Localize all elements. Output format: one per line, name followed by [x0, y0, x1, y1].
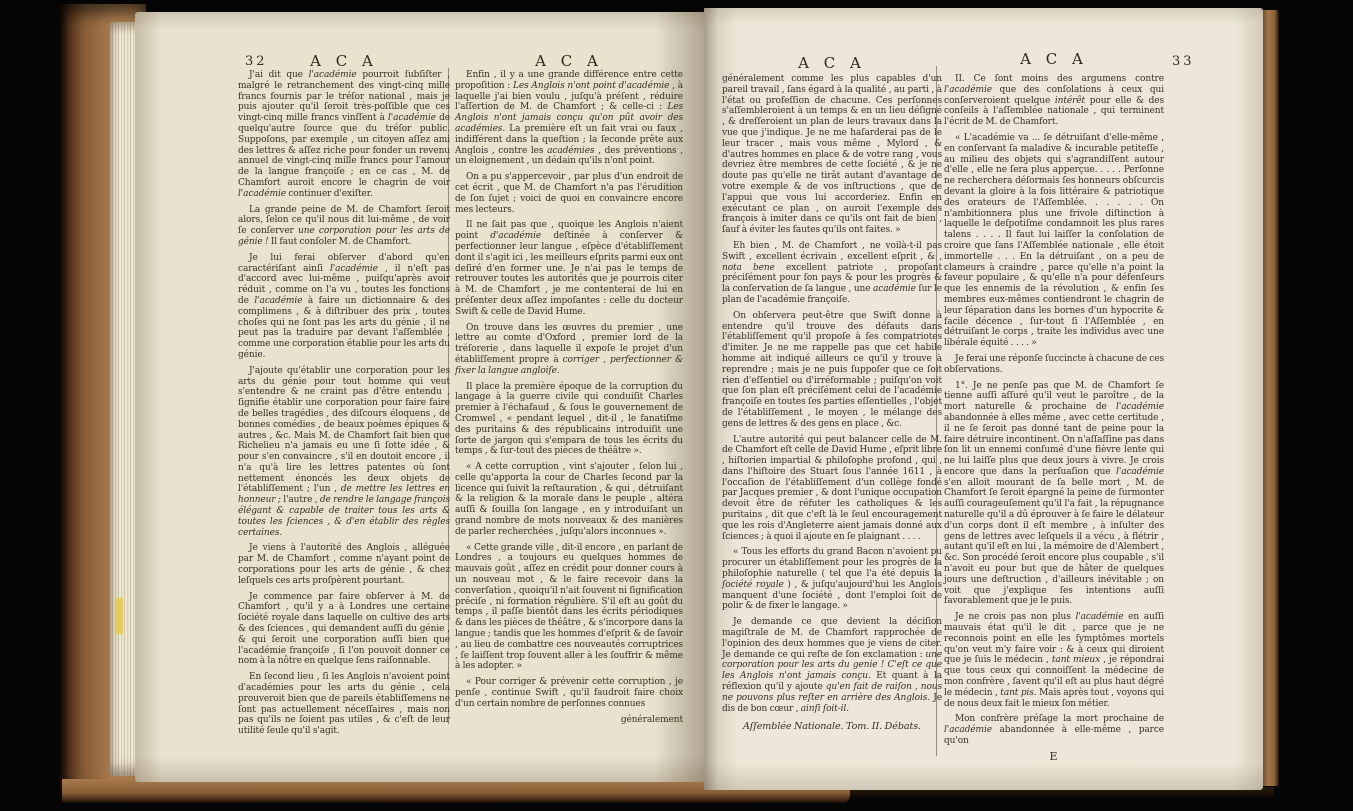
right-page — [704, 8, 1263, 790]
page-number-left: 32 — [245, 54, 268, 69]
text-column-4: II. Ce ſont moins des argumens contre l'académie que des conſolations à ceux qui conſerveroient quelque intérêt pour elle & des conſeils à l'aſſemblée nationale , qui terminent l'écrit de M. de Chamfort. « L'académie va ... ſe détruiſant d'elle-même , en conſervant ſa maladive & incurable petiteſſe , au milieu des objets qui s'agrandiſſent autour d'elle , elle ne ſera plus apperçue. . . . . Perſonne ne recherchera déſormais ſes honneurs obſcurcis devant la gloire à la fois littéraire & patriotique des orateurs de l'Aſſemblée. . . . . . On n'ambitionnera plus une frivole diſtinction à laquelle le deſpotiſme condamnoit les plus rares talens . . . . Il faut lui laiſſer la conſolation de croire que ſans l'Aſſemblée nationale , elle étoit immortelle . . . En la détruiſant , on a peu de clameurs à craindre , parce qu'elle n'a point la faveur populaire , & qu'elle n'a pour défenſeurs que les ennemis de la révolution , & enfin ſes membres eux-mêmes contiendront le chagrin de leur ſéparation dans les bornes d'un hypocrite & facile décence , ſur-tout ſi l'Aſſemblée , en détruiſant le corps , traite les individus avec une libérale équité . . . . » Je ferai une réponſe ſuccincte à chacune de ces obſervations. 1°. Je ne penſe pas que M. de Chamfort ſe tienne auſſi aſſuré qu'il veut le paroître , de la mort naturelle & prochaine de l'académie abandonnée à elles même , avec cette certitude , il ne ſe ſeroit pas donné tant de peine pour la faire détruire incontinent. On n'aſſaſſine pas dans ſon lit un ennemi conſumé d'une fièvre lente qui ne lui laiſſe plus que deux jours à vivre. Je crois encore que dans la perſuaſion que l'académie s'en alloit mourant de ſa belle mort , M. de Chamfort ſe ſeroit épargné la peine de ſurmonter auſſi courageuſement qu'il l'a fait , la répugnance naturelle qu'il a dû éprouver à ſe faire le délateur d'un corps dont il eſt membre , à inſulter des gens de lettres avec leſquels il a vécu , à flétrir , autant qu'il eſt en lui , la mémoire de d'Alembert , &c. Son procédé ſeroit encore plus coupable , s'il n'avoit eu pour but que de hâter de quelques jours une deſtruction , d'ailleurs inévitable ; on voit que j'explique ſes intentions auſſi favorablement que je le puis. Je ne crois pas non plus l'académie en auſſi mauvais état qu'il le dit , parce que je ne reconnois point en elle les ſymptômes mortels qu'on veut m'y faire voir : & à ceux qui diroient que je ſuis le médecin , tant mieux , je répondrai que tous ceux qui connoiſſent la médecine de mon confrère , ſavent qu'il eſt au plus haut dégré le médecin , tant pis. Mais après tout , voyons qui de nous deux fait le mieux ſon métier. Mon confrère préſage la mort prochaine de l'académie abandonnée à elle-même , parce qu'on E — [944, 74, 1165, 763]
running-head-left-col2: A C A — [535, 52, 603, 70]
running-head-left-col1: A C A — [310, 52, 378, 70]
running-head-right-col2: A C A — [1020, 50, 1088, 68]
open-book — [60, 0, 1295, 811]
text-column-2: Enfin , il y a une grande différence entre cette propoſition : Les Anglois n'ont point d'académie , à laquelle j'ai bien voulu , juſqu'à préſent , réduire l'aſſertion de M. de Chamfort ; & celle-ci : Les Anglois n'ont jamais conçu qu'on pût avoir des académies. La première eſt un fait vrai ou faux , indifférent dans la queſtion ; la ſeconde prête aux Anglois , contre les académies , des préventions , un éloignement , un dédain qu'ils n'ont point. On a pu s'appercevoir , par plus d'un endroit de cet écrit , que M. de Chamfort n'a pas l'érudition de ſon ſujet ; voici de quoi en convaincre encore mes lecteurs. Il ne ſait pas que , quoique les Anglois n'aient point d'académie deſtinée à conſerver & perfectionner leur langue , eſpèce d'établiſſement dont il s'agit ici , les meilleurs eſprits parmi eux ont deſiré d'en former une. Je n'ai pas le temps de retrouver toutes les autorités que je pourrois citer à M. de Chamfort , je me contenterai de lui en préſenter deux aſſez impoſantes : celle du docteur Swift & celle de David Hume. On trouve dans les œuvres du premier , une lettre au comte d'Oxford , premier lord de la tréſorerie , dans laquelle il expoſe le projet d'un établiſſement propre à corriger , perfectionner & fixer la langue angloiſe. Il place la première époque de la corruption du langage à la guerre civile qui conduiſit Charles premier à l'échafaud , & ſous le gouvernement de Cromwel , « pendant lequel , dit-il , le fanatiſme des puritains & des républicains introduiſit une ſorte de jargon qui s'empara de tous les écrits du temps , & ſur-tout des pièces de théâtre ». « A cette corruption , vint s'ajouter , ſelon lui , celle qu'apporta la cour de Charles ſecond par la licence qui ſuivit la reſtauration , & qui , détruiſant & la religion & la morale dans le peuple , altéra auſſi & ſouilla ſon langage , en y introduiſant un grand nombre de mots nouveaux & des manières de parler recherchées , juſqu'alors inconnues ». « Cette grande ville , dit-il encore , en parlant de Londres , a toujours eu quelques hommes de mauvais goût , aſſez en crédit pour donner cours à un nouveau mot , & le faire recevoir dans la converſation , quoiqu'il n'ait ſouvent ni ſignification préciſe , ni formation régulière. S'il eſt au goût du temps , il paſſe bientôt dans les écrits périodiques & dans les pièces de théâtre , & s'incorpore dans la langue ; tandis que les hommes d'eſprit & de ſavoir , au lieu de combattre ces nouveautés corruptrices , ſe laiſſent trop ſouvent aller à les ſouffrir & même à les adopter. » « Pour corriger & prévenir cette corruption , je penſe , continue Swift , qu'il faudroit faire choix d'un certain nombre de perſonnes connues généralement — [455, 70, 684, 725]
left-page — [135, 12, 704, 782]
page-fore-edge-right — [1262, 10, 1279, 786]
text-column-1: J'ai dit que l'académie pourroit ſubſiſter , malgré le retranchement des vingt-cinq mille francs fournis par le tréſor national , mais je puis ajouter qu'il ſeroit très-poſſible que ces vingt-cinq mille francs vinſſent à l'académie de quelqu'autre ſource que du tréſor public. Suppoſons, par exemple , un citoyen aſſez ami des lettres & aſſez riche pour fonder un revenu annuel de vingt-cinq mille francs pour l'amour de la langue françoiſe ; en ce cas , M. de Chamfort auroit encore le chagrin de voir l'académie continuer d'exiſter. La grande peine de M. de Chamfort ſeroit alors, ſelon ce qu'il nous dit lui-même , de voir ſe conſerver une corporation pour les arts de génie ! Il faut conſoler M. de Chamfort. Je lui ferai obſerver d'abord qu'en caractériſant ainſi l'académie , il n'eſt pas d'accord avec lui-même , puiſqu'après avoir réduit , comme on l'a vu , toutes les fonctions de l'académie à faire un dictionnaire & des complimens , & à diſtribuer des prix , toutes choſes qui ne ſont pas les arts du génie , il ne peut pas la traduire par devant l'aſſemblée , comme une corporation établie pour les arts du génie. J'ajoute qu'établir une corporation pour les arts du génie pour tout homme qui veut s'entendre & ne craint pas d'être entendu , ſignifie établir une corporation pour faire faire de belles tragédies , des diſcours éloquens , de bonnes comédies , de beaux poèmes épiques & autres , &c. Mais M. de Chamfort ſait bien que Richelieu n'a jamais eu une ſi ſotte idée , & pour s'en convaincre , s'il en doutoit encore , il n'a qu'à lire les lettres patentes où ſont nettement énoncés les deux objets de l'établiſſement ; l'un , de mettre les lettres en honneur ; l'autre , de rendre le langage françois élégant & capable de traiter tous les arts & toutes les ſciences , & d'en établir des règles certaines. Je viens à l'autorité des Anglois , alléguée par M. de Chamfort , comme n'ayant point de corporations pour les arts de génie , & chez leſquels ces arts proſpèrent pourtant. Je commence par faire obſerver à M. de Chamfort , qu'il y a à Londres une certaine ſociété royale dans laquelle on cultive des arts & des ſciences , qui demandent auſſi du génie , & qui ſeroit une corporation auſſi bien que l'académie françoiſe , ſi l'on pouvoit donner ce nom à la nôtre en quelque ſens raiſonnable. En ſecond lieu , ſi les Anglois n'avoient point d'académies pour les arts du génie , cela prouveroit bien que de pareils établiſſemens ne ſont pas actuellement néceſſaires , mais non pas qu'ils ne ſoient pas utiles , & c'eſt de leur utilité ſeule qu'il s'agit. — [238, 70, 451, 737]
running-head-right-col1: A C A — [798, 54, 866, 72]
page-number-right: 33 — [1172, 54, 1195, 69]
text-column-3: généralement comme les plus capables d'un pareil travail , ſans égard à la qualité , au parti , à l'état ou profeſſion de chacune. Ces perſonnes s'aſſembleroient à un temps & en un lieu déſigné , & dreſſeroient un plan de leurs travaux dans la vue que j'indique. Je ne me haſarderai pas de le leur tracer , mais vous même , Mylord , & d'autres hommes en place & de votre rang , vous devriez être membres de cette ſociété , & je ne doute pas qu'elle ne tirât autant d'avantage de votre exemple & de vos inſtructions , que de l'appui que vous lui accorderiez. Enfin en exécutant ce plan , on auroit l'exemple des françois à imiter dans ce qu'ils ont fait de bien , ſauf à éviter les fautes qu'ils ont faites. » Eh bien , M. de Chamfort , ne voilà-t-il pas Swift , excellent écrivain , excellent eſprit , & , nota bene excellent patriote , propoſant préciſément pour ſon pays & pour les progrès & la conſervation de ſa langue , une académie ſur le plan de l'académie françoiſe. On obſervera peut-être que Swift donne à entendre qu'il trouve des défauts dans l'établiſſement qu'il propoſe à ſes compatriotes d'imiter. Je ne me rappelle pas que cet habile homme ait indiqué ailleurs ce qu'il y trouve à reprendre ; mais je ne puis ſuppoſer que ce ſoit rien d'eſſentiel ou d'irréformable ; puiſqu'on voit que ſon plan eſt préciſément celui de l'académie françoiſe en toutes ſes parties eſſentielles , l'objet de l'établiſſement , le moyen , le mélange des gens de lettres & des gens en place , &c. L'autre autorité qui peut balancer celle de M. de Chamfort eſt celle de David Hume , eſprit libre , hiſtorien impartial & philoſophe profond , qui , dans l'hiſtoire des Stuart ſous l'année 1611 , à l'occaſion de l'établiſſement d'un collège fondé par Jacques premier , & dont l'unique occupation devoit être de réfuter les catholiques & les puritains , dit que c'eſt là le ſeul encouragement que les rois d'Angleterre aient jamais donné aux ſciences ; à quoi il ajoute en ſe plaignant . . . . « Tous les efforts du grand Bacon n'avoient pu procurer un établiſſement pour les progrès de la philoſophie naturelle ( tel que l'a été depuis la ſociété royale ) , & juſqu'aujourd'hui les Anglois manquent d'une ſociété , dont l'emploi ſoit de polir & de fixer le langage. » Je demande ce que devient la déciſion magiſtrale de M. de Chamfort rapprochée de l'opinion des deux hommes que je viens de citer. Je demande ce qui reſte de ſon exclamation : une corporation pour les arts du genie ! C'eſt ce que les Anglois n'ont jamais conçu. Et quant à la réflexion qu'il y ajoute qu'en fait de raiſon , nous ne pouvons plus reſter en arrière des Anglois. Je dis de bon cœur , ainſi ſoit-il. Aſſemblée Nationale. Tom. II. Débats. — [722, 74, 943, 733]
yellow-page-marker — [116, 598, 123, 634]
